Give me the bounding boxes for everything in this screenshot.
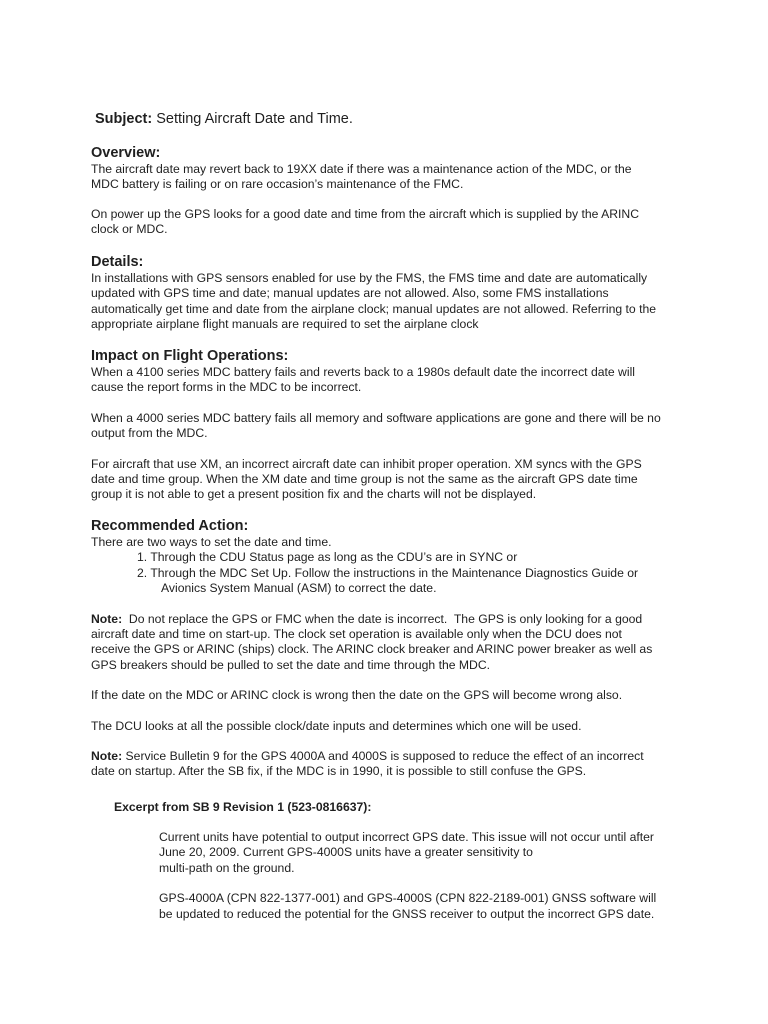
text-line: be updated to reduced the potential for the GNSS receiver to output the incorrect GPS date. [159,906,655,921]
overview-heading: Overview: [91,145,161,161]
details-heading: Details: [91,254,144,270]
details-paragraph [91,271,691,333]
impact-paragraph-3 [91,457,691,503]
text-line: For aircraft that use XM, an incorrect aircraft date can inhibit proper operation. XM syncs with the GPS [91,456,642,471]
text-line: In installations with GPS sensors enabled for use by the FMS, the FMS time and date are automatically [91,271,648,285]
text-line: receive the GPS or ARINC (ships) clock. The ARINC clock breaker and ARINC power breaker as well as [91,642,653,657]
impact-paragraph-2 [91,411,691,442]
text-line: automatically get time and date from the airplane clock; manual updates are not allowed. Referring to the [91,301,657,316]
impact-paragraph-1 [91,365,691,396]
text-line: When a 4000 series MDC battery fails all memory and software applications are gone and there will be no [91,410,661,425]
list-item-continuation: Avionics System Manual (ASM) to correct the date. [161,581,437,596]
text-line: group it is not able to get a present position fix and the charts will not be displayed. [91,487,537,502]
overview-section [91,144,691,238]
text-line: MDC battery is failing or on rare occasion’s maintenance of the FMC. [91,177,464,192]
text-line: appropriate airplane flight manuals are required to set the airplane clock [91,317,479,332]
note-paragraph-2 [91,749,691,780]
text-line: clock or MDC. [91,222,168,237]
excerpt-title: Excerpt from SB 9 Revision 1 (523-0816637): [114,800,372,814]
details-section [91,253,691,333]
recommended-intro: There are two ways to set the date and time. [91,535,332,549]
text-line: cause the report forms in the MDC to be incorrect. [91,380,362,395]
text-line: date and time group. When the XM date and time group is not the same as the aircraft GPS date time [91,472,638,487]
mdc-clock-paragraph: If the date on the MDC or ARINC clock is wrong then the date on the GPS will become wrong also. [91,688,623,703]
list-item-text: 1. Through the CDU Status page as long as the CDU’s are in SYNC or [137,550,518,565]
excerpt-paragraph-1 [159,830,679,876]
text-line: Current units have potential to output incorrect GPS date. This issue will not occur until after [159,830,654,844]
subject-text: Setting Aircraft Date and Time. [152,111,353,127]
text-line: GPS-4000A (CPN 822-1377-001) and GPS-4000S (CPN 822-2189-001) GNSS software will [159,891,657,906]
impact-heading: Impact on Flight Operations: [91,348,289,364]
text-line: output from the MDC. [91,426,208,441]
note-label: Note: [91,611,123,626]
dcu-paragraph: The DCU looks at all the possible clock/date inputs and determines which one will be used. [91,718,582,733]
excerpt-paragraph-2 [159,891,679,922]
list-item [91,550,691,565]
overview-paragraph-2 [91,207,691,238]
text-line: June 20, 2009. Current GPS-4000S units have a greater sensitivity to [159,845,533,860]
text-line: The aircraft date may revert back to 19XX date if there was a maintenance action of the MDC, or the [91,162,632,176]
recommended-section [91,517,691,780]
note-label: Note: [91,749,123,764]
list-item [91,566,691,597]
text-line: date on startup. After the SB fix, if the MDC is in 1990, it is possible to still confuse the GPS. [91,764,587,779]
excerpt-body [159,830,679,922]
recommended-steps-list [91,550,691,596]
subject-label: Subject: [95,111,153,127]
text-line: multi-path on the ground. [159,860,295,875]
text-line: Do not replace the GPS or FMC when the date is incorrect. The GPS is only looking for a good [122,611,643,626]
text-line: Service Bulletin 9 for the GPS 4000A and 4000S is supposed to reduce the effect of an incorrect [122,749,644,764]
text-line: On power up the GPS looks for a good date and time from the aircraft which is supplied by the ARINC [91,206,640,221]
text-line: updated with GPS time and date; manual updates are not allowed. Also, some FMS installations [91,286,609,301]
note-paragraph-1 [91,612,691,674]
text-line: When a 4100 series MDC battery fails and reverts back to a 1980s default date the incorrect date will [91,365,635,379]
impact-section [91,347,691,503]
subject-line [95,110,353,128]
overview-paragraph-1 [91,162,691,193]
recommended-heading: Recommended Action: [91,518,249,534]
list-item-text: 2. Through the MDC Set Up. Follow the instructions in the Maintenance Diagnostics Guide or [137,565,639,580]
text-line: aircraft date and time on start-up. The clock set operation is available only when the DCU does not [91,627,622,642]
text-line: GPS breakers should be pulled to set the date and time through the MDC. [91,657,491,672]
